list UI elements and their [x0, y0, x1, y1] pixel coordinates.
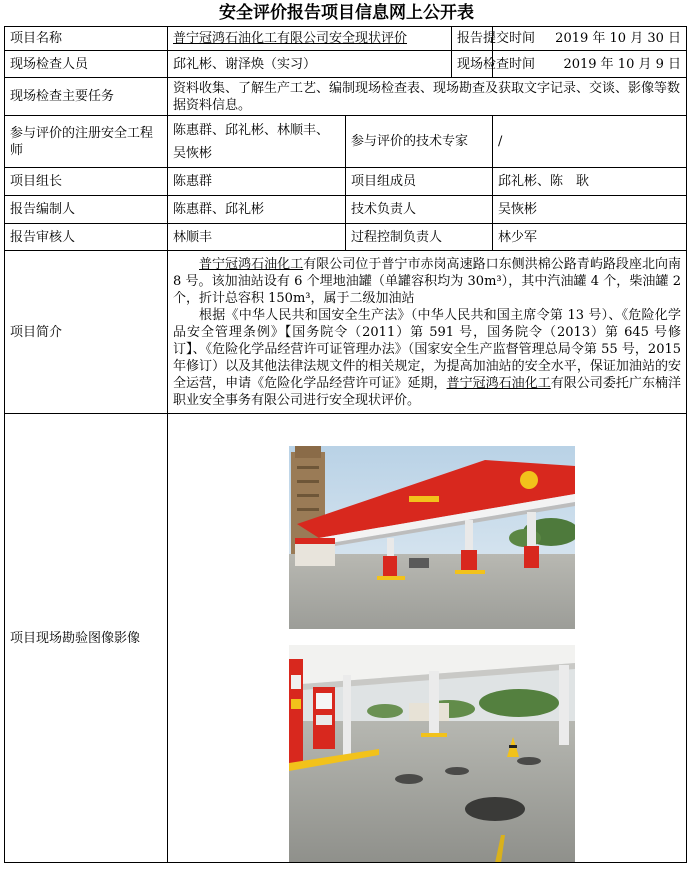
row-compilers	[5, 196, 687, 224]
label-compilers: 报告编制人	[5, 196, 168, 224]
value-team-leader: 陈惠群	[168, 168, 346, 196]
label-team-leader: 项目组长	[5, 168, 168, 196]
site-photo-forecourt	[289, 645, 575, 863]
intro-paragraph-2-end: 有限公司委托广东楠洋职业安全事务有限公司进行安全现状评价。	[173, 376, 681, 408]
site-photo-forecourt-image	[289, 645, 575, 863]
site-photo-canopy	[289, 446, 575, 629]
label-inspectors: 现场检查人员	[5, 51, 168, 78]
engineers-line-2: 吴恢彬	[173, 145, 213, 161]
intro-paragraph-2-text: 根据《中华人民共和国安全生产法》（中华人民共和国主席令第 13 号）、《危险化学品安全管理条例》【国务院令（2011）第 591 号，国务院令（2013）第 645 号修订】、《危险化学品经营许可证管理办法》（国家安全生产监督管理总局令第 55 号，2015 年修订）以及其他法律法规文件的相关规定，为提高加油站的安全水平，保证加油站的安全运营，申请《危险化学品经营许可证》延期，	[173, 308, 682, 391]
site-photo-canopy-image	[289, 446, 575, 629]
intro-paragraph-1	[173, 256, 681, 307]
value-intro	[168, 251, 687, 414]
row-photos	[5, 414, 687, 863]
document-title: 安全评价报告项目信息网上公开表	[219, 3, 474, 23]
value-main-tasks: 资料收集、了解生产工艺、编制现场检查表、现场勘查及获取文字记录、交谈、影像等数据资料信息。	[168, 78, 687, 116]
value-reviewer: 林顺丰	[168, 224, 346, 251]
label-project-name: 项目名称	[5, 27, 168, 51]
row-engineers	[5, 116, 687, 168]
row-intro	[5, 251, 687, 414]
value-photos	[168, 414, 687, 863]
label-experts: 参与评价的技术专家	[346, 116, 493, 168]
label-photos: 项目现场勘验图像影像	[5, 414, 168, 863]
label-submit-time: 报告提交时间	[452, 27, 493, 51]
photo-area	[173, 415, 681, 862]
value-inspect-time: 2019 年 10 月 9 日	[493, 51, 687, 78]
intro-paragraph-1-text: 有限公司位于普宁市赤岗高速路口东侧洪棉公路青屿路段座北向南 8 号。该加油站设有 6 个埋地油罐（单罐容积均为 30m³），其中汽油罐 4 个，柴油罐 2 个，折计总容积 150m³，属于二级加油站	[173, 257, 682, 306]
row-inspectors	[5, 51, 687, 78]
value-submit-time: 2019 年 10 月 30 日	[493, 27, 687, 51]
value-process-lead: 林少军	[493, 224, 687, 251]
value-engineers	[168, 116, 346, 168]
label-team-members: 项目组成员	[346, 168, 493, 196]
label-inspect-time: 现场检查时间	[452, 51, 493, 78]
value-inspectors: 邱礼彬、谢泽焕（实习）	[168, 51, 452, 78]
intro-paragraph-2	[173, 307, 681, 409]
value-tech-lead: 吴恢彬	[493, 196, 687, 224]
label-process-lead: 过程控制负责人	[346, 224, 493, 251]
row-reviewer	[5, 224, 687, 251]
label-tech-lead: 技术负责人	[346, 196, 493, 224]
label-engineers: 参与评价的注册安全工程师	[5, 116, 168, 168]
label-main-tasks: 现场检查主要任务	[5, 78, 168, 116]
value-project-name	[168, 27, 452, 51]
info-table	[4, 26, 687, 863]
value-team-members: 邱礼彬、陈 耿	[493, 168, 687, 196]
row-project-name	[5, 27, 687, 51]
row-main-tasks	[5, 78, 687, 116]
intro-company-name-2: 普宁冠鸿石油化工	[446, 376, 551, 391]
engineers-line-1: 陈惠群、邱礼彬、林顺丰、	[173, 122, 330, 138]
project-name-text: 普宁冠鸿石油化工有限公司安全现状评价	[173, 31, 408, 46]
intro-company-name-1: 普宁冠鸿石油化工	[199, 257, 304, 272]
row-team-leader	[5, 168, 687, 196]
label-reviewer: 报告审核人	[5, 224, 168, 251]
label-intro: 项目简介	[5, 251, 168, 414]
value-compilers: 陈惠群、邱礼彬	[168, 196, 346, 224]
value-experts: /	[493, 116, 687, 168]
